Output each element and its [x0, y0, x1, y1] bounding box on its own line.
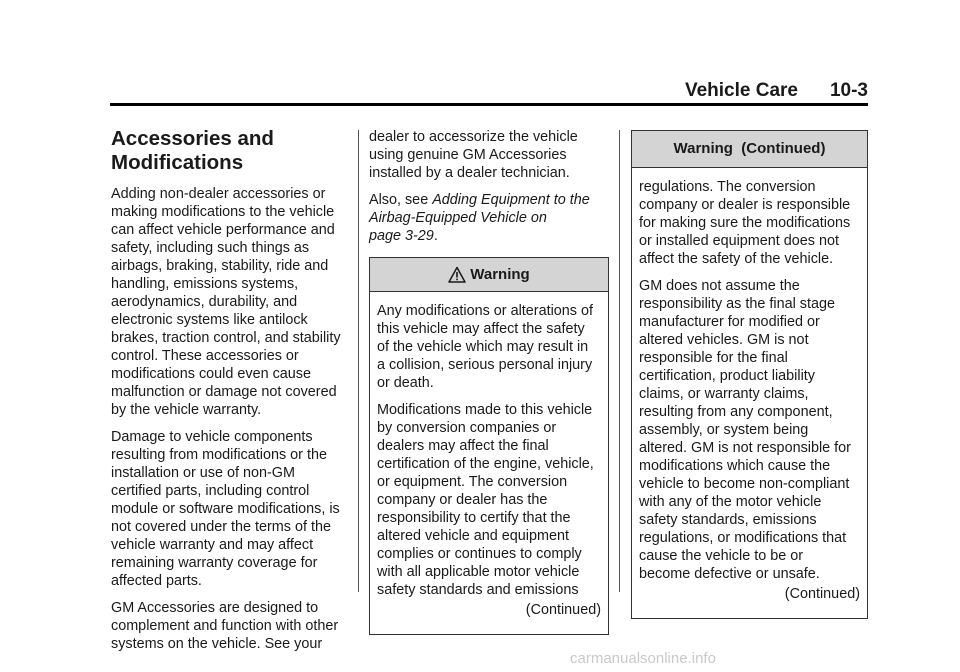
text-line: not covered under the terms of the [111, 519, 331, 535]
paragraph [369, 191, 609, 245]
paragraph [639, 277, 860, 583]
text-line: or installed equipment does not [639, 233, 840, 249]
text-line: certified parts, including control [111, 483, 310, 499]
paragraph [639, 178, 860, 268]
text-line: safety, including such things as [111, 240, 310, 256]
text-line: regulations. The conversion [639, 179, 816, 195]
text-line: responsibility to certify that the [377, 510, 571, 526]
text-line: dealer to accessorize the vehicle [369, 129, 578, 145]
text-line: with all applicable motor vehicle [377, 564, 580, 580]
warning-header [632, 131, 867, 168]
paragraph [377, 401, 601, 599]
warning-body [370, 292, 608, 634]
text-line: Adding non-dealer accessories or [111, 186, 326, 202]
text-line: complies or continues to comply [377, 546, 582, 562]
column-1 [111, 125, 351, 662]
warning-box [369, 257, 609, 635]
text-line: or death. [377, 375, 434, 391]
text-line: malfunction or damage not covered [111, 384, 337, 400]
text-line: vehicle to become non-compliant [639, 476, 850, 492]
text-line: affected parts. [111, 573, 202, 589]
text-line: dealers may affect the final [377, 438, 549, 454]
text-line: module or software modifications, is [111, 501, 340, 517]
heading-line: Accessories and [111, 127, 274, 150]
text-line: responsibility as the final stage [639, 296, 835, 312]
text-line: cause the vehicle to be or [639, 548, 803, 564]
text-line: GM does not assume the [639, 278, 800, 294]
text-line [369, 227, 609, 245]
text-line: affect the safety of the vehicle. [639, 251, 834, 267]
text-line: certification of the engine, vehicle, [377, 456, 594, 472]
column-divider [358, 130, 359, 592]
paragraph [111, 599, 351, 653]
text-line: making modifications to the vehicle [111, 204, 335, 220]
text-line: altered vehicles. GM is not [639, 332, 809, 348]
text-line: claims, or warranty claims, [639, 386, 809, 402]
text-line: Any modifications or alterations of [377, 303, 593, 319]
text-line: safety standards and emissions [377, 582, 579, 598]
text-line: vehicle warranty and may affect [111, 537, 314, 553]
text-line: remaining warranty coverage for [111, 555, 318, 571]
text-line: Modifications made to this vehicle [377, 402, 593, 418]
text-line: safety standards, emissions [639, 512, 817, 528]
text-line: brakes, traction control, and stability [111, 330, 341, 346]
text-line: can affect vehicle performance and [111, 222, 335, 238]
text-line: resulting from modifications or the [111, 447, 327, 463]
text-line: installation or use of non-GM [111, 465, 295, 481]
cross-reference-link[interactable]: Adding Equipment to the [432, 192, 590, 208]
text-line: for making sure the modifications [639, 215, 851, 231]
text-line: modifications could even cause [111, 366, 311, 382]
text-line: or equipment. The conversion [377, 474, 568, 490]
period: . [433, 228, 438, 244]
text-line: systems on the vehicle. See your [111, 636, 323, 652]
paragraph [377, 302, 601, 392]
text-line: manufacturer for modified or [639, 314, 820, 330]
paragraph [369, 128, 609, 182]
text-line: company or dealer has the [377, 492, 548, 508]
text-line: complement and function with other [111, 618, 339, 634]
text-line: regulations, or modifications that [639, 530, 847, 546]
warning-box-continued [631, 130, 868, 619]
text-line: installed by a dealer technician. [369, 165, 570, 181]
text-line: company or dealer is responsible [639, 197, 851, 213]
text-line: altered. GM is not responsible for [639, 440, 851, 456]
text-line: control. These accessories or [111, 348, 299, 364]
warning-header [370, 258, 608, 292]
cross-reference-link[interactable]: page 3-29 [369, 228, 434, 244]
running-header [671, 80, 868, 104]
heading-line: Modifications [111, 151, 244, 174]
header-rule [110, 103, 868, 106]
text-line: with any of the motor vehicle [639, 494, 822, 510]
text-line: this vehicle may affect the safety [377, 321, 585, 337]
text-line: certification, product liability [639, 368, 815, 384]
text-line: by the vehicle warranty. [111, 402, 262, 418]
text-line: assembly, or system being [639, 422, 809, 438]
text-line: using genuine GM Accessories [369, 147, 567, 163]
see-prefix: Also, see [369, 192, 433, 208]
text-line: aerodynamics, durability, and [111, 294, 298, 310]
column-2 [369, 128, 609, 635]
text-line: altered vehicle and equipment [377, 528, 570, 544]
text-line: of the vehicle which may result in [377, 339, 589, 355]
text-line: modifications which cause the [639, 458, 831, 474]
paragraph [111, 428, 351, 590]
text-line: Damage to vehicle components [111, 429, 313, 445]
section-heading [111, 127, 351, 175]
column-divider [619, 130, 620, 592]
continued-label: (Continued) [525, 602, 601, 618]
text-line: resulting from any component, [639, 404, 833, 420]
section-title: Vehicle Care [684, 80, 798, 101]
column-3 [631, 130, 868, 619]
warning-triangle-icon [448, 266, 466, 284]
text-line: responsible for the final [639, 350, 788, 366]
cross-reference-link[interactable]: Airbag-Equipped Vehicle on [369, 210, 547, 226]
text-line: a collision, serious personal injury [377, 357, 593, 373]
paragraph [111, 185, 351, 419]
text-line: handling, emissions systems, [111, 276, 299, 292]
watermark: carmanualsonline.info [570, 650, 716, 667]
warning-body [632, 168, 867, 618]
text-line [369, 191, 609, 209]
text-line: electronic systems like antilock [111, 312, 308, 328]
continued-label: (Continued) [784, 586, 860, 602]
text-line: GM Accessories are designed to [111, 600, 319, 616]
text-line: airbags, braking, stability, ride and [111, 258, 329, 274]
page-number: 10-3 [829, 80, 868, 101]
warning-title: Warning (Continued) [673, 140, 826, 157]
text-line: become defective or unsafe. [639, 566, 820, 582]
text-line: by conversion companies or [377, 420, 557, 436]
warning-title: Warning [470, 265, 530, 283]
